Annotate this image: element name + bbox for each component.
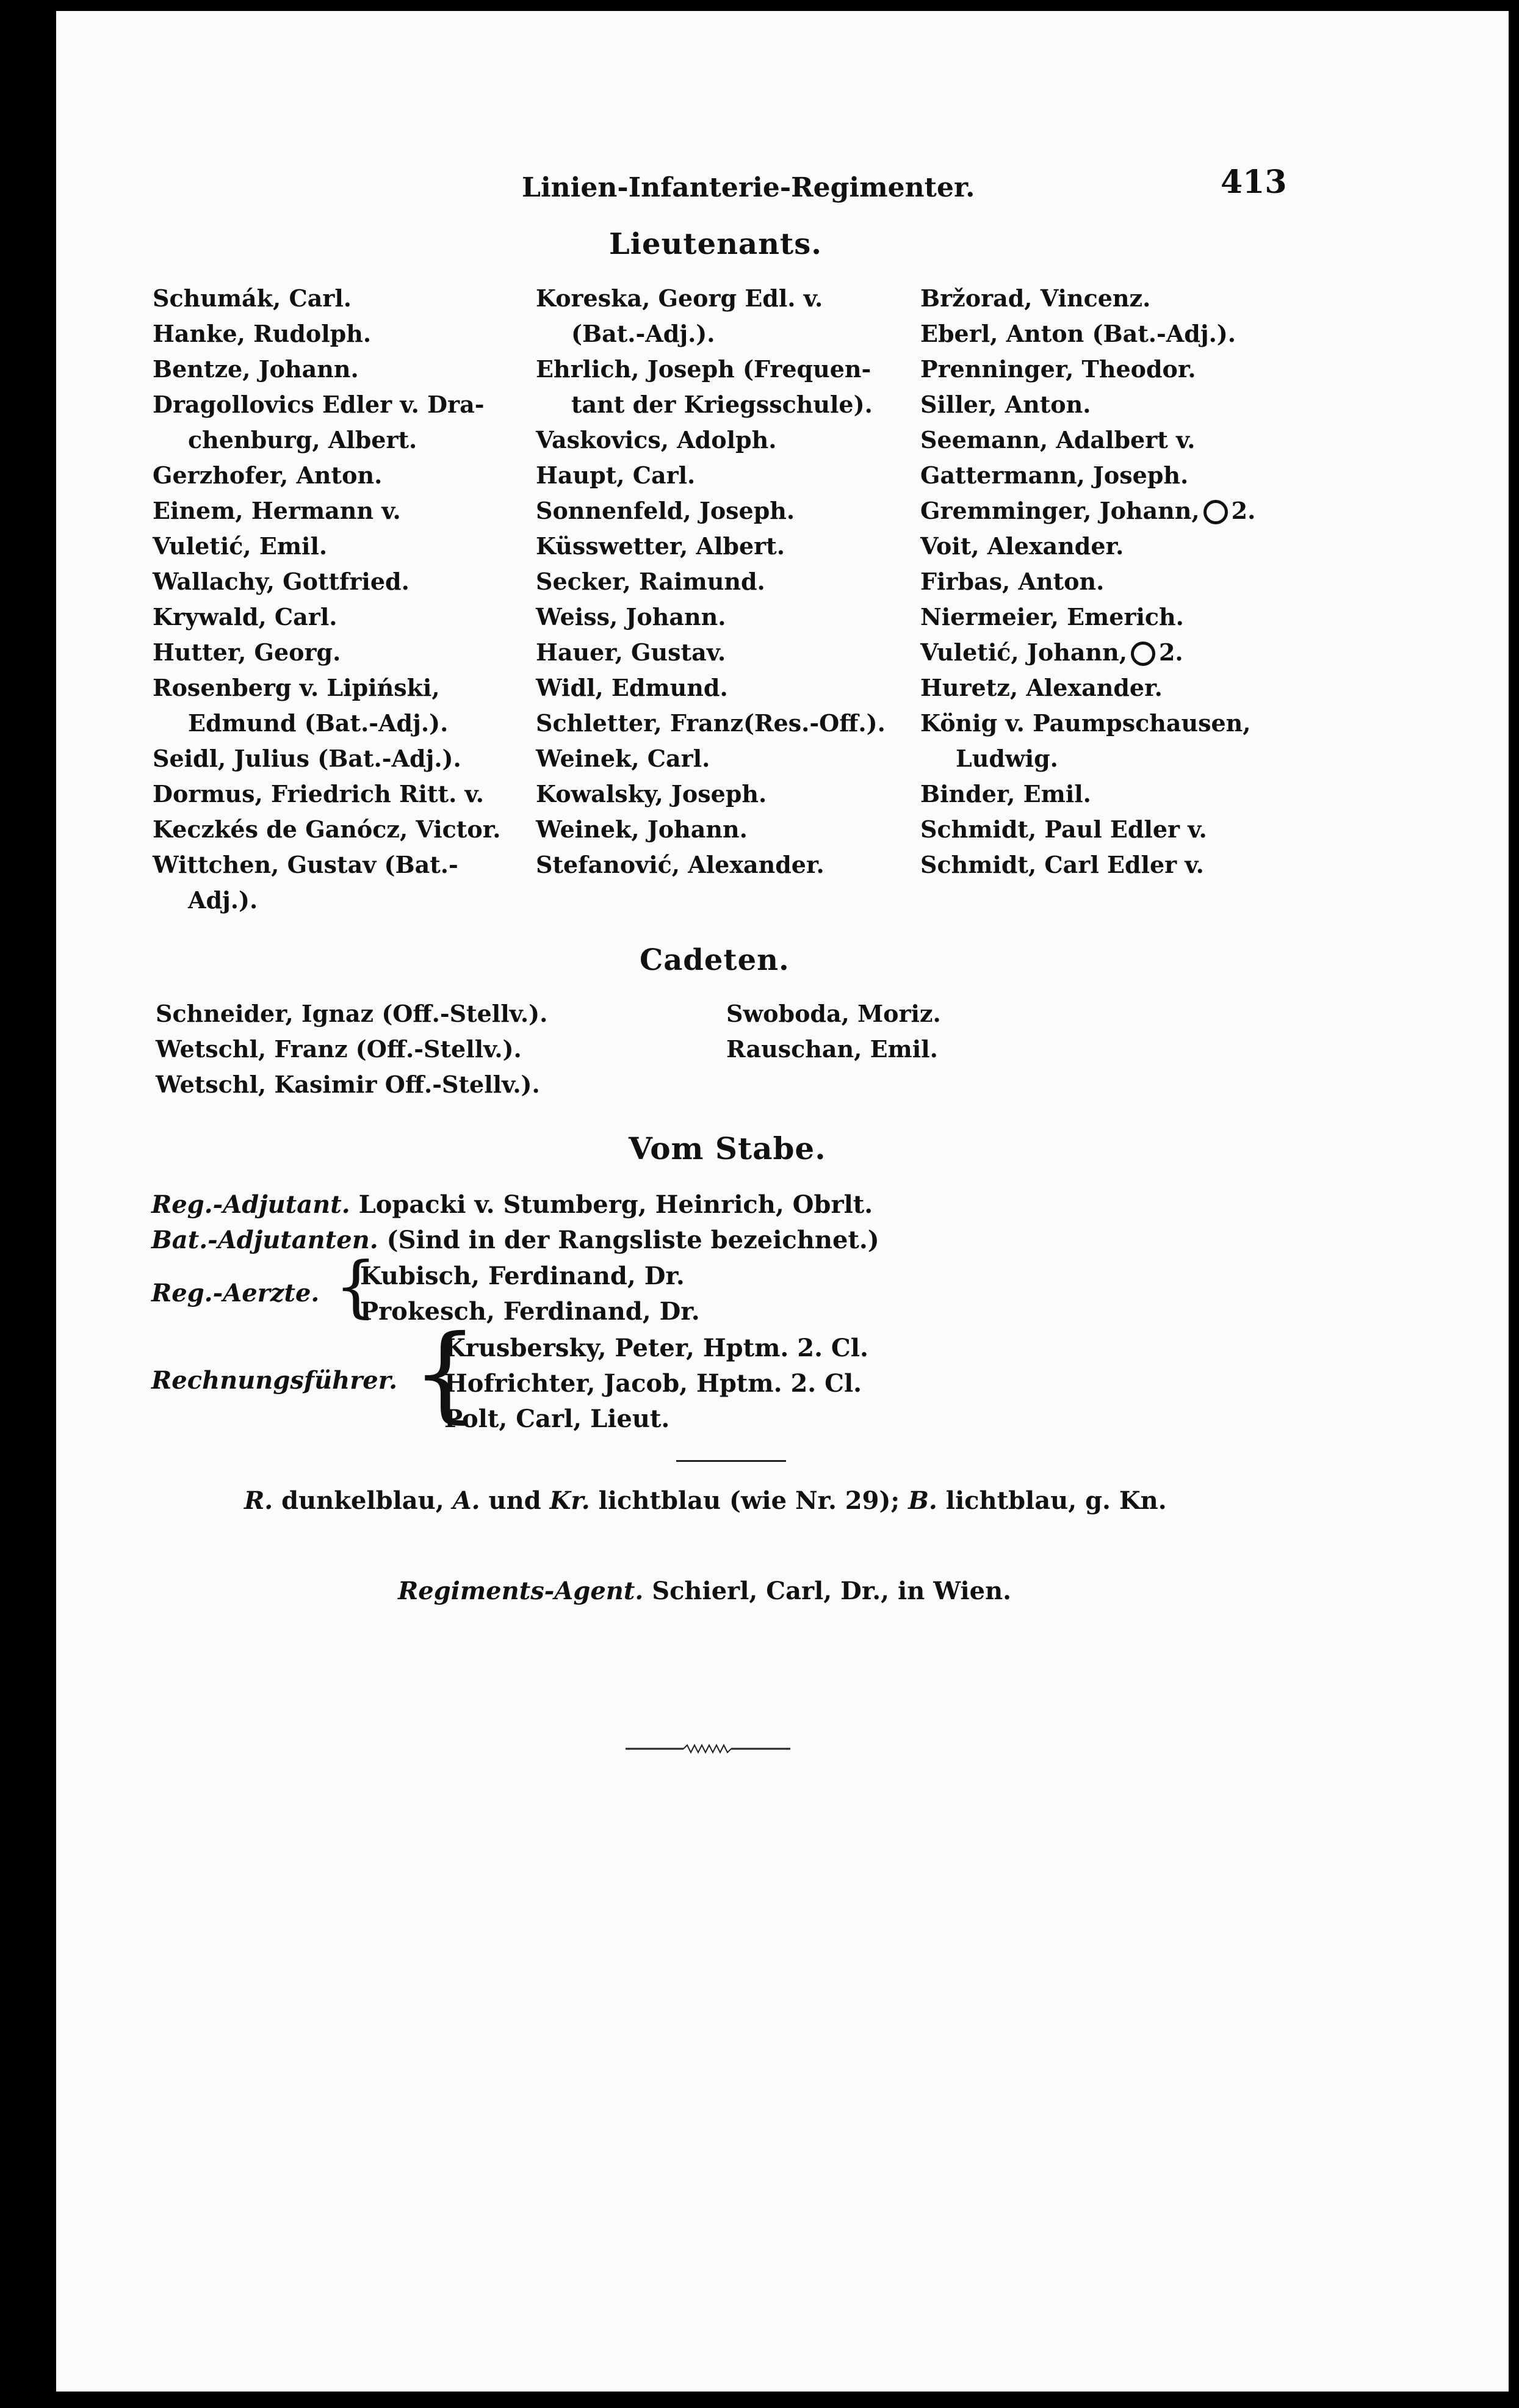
reg-adjutant-value: Lopacki v. Stumberg, Heinrich, Obrlt. (358, 1190, 873, 1219)
uniform-a-text: und (488, 1486, 541, 1515)
name-text: Gerzhofer, Anton. (153, 461, 383, 489)
name-text: Swoboda, Moriz. (726, 1000, 941, 1027)
closing-ornament (626, 1743, 790, 1755)
name-entry (726, 996, 1031, 1032)
brace-rechnungsfuehrer: { (412, 1313, 478, 1434)
name-entry (536, 599, 902, 635)
name-entry (920, 493, 1286, 529)
name-text: chenburg, Albert. (188, 426, 417, 454)
name-entry (156, 1067, 583, 1102)
section-title-vom-stabe: Vom Stabe. (629, 1130, 826, 1166)
name-entry (536, 352, 902, 387)
running-title: Linien-Infanterie-Regimenter. (522, 172, 975, 203)
name-entry (153, 883, 507, 918)
name-text: Schneider, Ignaz (Off.-Stellv.). (156, 1000, 548, 1027)
regiments-agent-label: Regiments-Agent. (398, 1577, 644, 1605)
name-text: Stefanović, Alexander. (536, 851, 824, 878)
name-entry (156, 996, 583, 1032)
name-entry (536, 847, 902, 883)
name-entry (153, 387, 507, 422)
name-entry (536, 281, 902, 316)
reg-adjutant-row (151, 1187, 873, 1223)
name-text: Keczkés de Ganócz, Victor. (153, 815, 501, 843)
page-number: 413 (1221, 164, 1287, 201)
uniform-r-label: R. (244, 1486, 273, 1515)
name-entry (920, 352, 1286, 387)
rechnungsfuehrer-list (444, 1331, 868, 1437)
name-text: Wetschl, Kasimir Off.-Stellv.). (156, 1071, 540, 1098)
name-entry (726, 1032, 1031, 1067)
name-entry (153, 776, 507, 812)
name-text: Koreska, Georg Edl. v. (536, 284, 823, 312)
lieutenants-col1 (153, 281, 507, 918)
name-entry (153, 316, 507, 352)
name-text: Ehrlich, Joseph (Frequen- (536, 355, 871, 383)
name-text: Küsswetter, Albert. (536, 532, 785, 560)
name-text: Gremminger, Johann, (920, 497, 1200, 524)
name-text: Schmidt, Carl Edler v. (920, 851, 1204, 878)
rf-entry: Hofrichter, Jacob, Hptm. 2. Cl. (444, 1369, 862, 1398)
name-text: Huretz, Alexander. (920, 674, 1163, 701)
lieutenants-col3 (920, 281, 1286, 883)
name-entry (536, 316, 902, 352)
name-text: Haupt, Carl. (536, 461, 696, 489)
name-entry (153, 422, 507, 458)
name-text: Bržorad, Vincenz. (920, 284, 1151, 312)
rechnungsfuehrer-label: Rechnungsführer. (151, 1366, 398, 1395)
name-entry (920, 812, 1286, 847)
name-entry (920, 670, 1286, 706)
name-entry (153, 458, 507, 493)
bat-adjutanten-row (151, 1223, 879, 1258)
name-text: Hutter, Georg. (153, 638, 341, 666)
lieutenants-col2 (536, 281, 902, 883)
name-text: Vuletić, Johann, (920, 638, 1127, 666)
name-entry (153, 281, 507, 316)
uniform-kr-text: lichtblau (wie Nr. 29); (598, 1486, 900, 1515)
name-entry (153, 529, 507, 564)
name-entry (920, 599, 1286, 635)
name-text: Gattermann, Joseph. (920, 461, 1189, 489)
aerzte-list (360, 1259, 700, 1329)
regiments-agent-value: Schierl, Carl, Dr., in Wien. (652, 1577, 1012, 1605)
section-title-lieutenants: Lieutenants. (609, 227, 822, 261)
name-text: Prenninger, Theodor. (920, 355, 1196, 383)
name-entry (536, 493, 902, 529)
uniform-r-text: dunkelblau, (281, 1486, 444, 1515)
name-text: Niermeier, Emerich. (920, 603, 1184, 631)
name-entry (536, 776, 902, 812)
name-entry (153, 352, 507, 387)
name-text: Voit, Alexander. (920, 532, 1124, 560)
cadeten-col2 (726, 996, 1031, 1067)
name-entry (153, 493, 507, 529)
name-text: Weiss, Johann. (536, 603, 726, 631)
name-text: Adj.). (188, 886, 258, 914)
name-entry (536, 741, 902, 776)
name-text: Hauer, Gustav. (536, 638, 726, 666)
name-text: Kowalsky, Joseph. (536, 780, 767, 808)
name-text: Einem, Hermann v. (153, 497, 401, 524)
name-text: (Bat.-Adj.). (571, 320, 715, 347)
name-text: Wetschl, Franz (Off.-Stellv.). (156, 1035, 522, 1063)
name-text: Secker, Raimund. (536, 568, 765, 595)
name-text: Wittchen, Gustav (Bat.- (153, 851, 458, 878)
name-entry (536, 635, 902, 670)
name-text: Hanke, Rudolph. (153, 320, 372, 347)
name-entry (536, 529, 902, 564)
name-text: Vuletić, Emil. (153, 532, 328, 560)
name-text: Edmund (Bat.-Adj.). (188, 709, 449, 737)
name-text: Dormus, Friedrich Ritt. v. (153, 780, 485, 808)
bat-adjutanten-value: (Sind in der Rangsliste bezeichnet.) (386, 1226, 879, 1254)
name-entry (153, 635, 507, 670)
divider-rule (676, 1460, 786, 1462)
rf-entry: Polt, Carl, Lieut. (444, 1405, 670, 1433)
name-text: Eberl, Anton (Bat.-Adj.). (920, 320, 1236, 347)
brace-aerzte: { (334, 1247, 377, 1325)
name-text: Weinek, Carl. (536, 745, 710, 772)
name-text: Seidl, Julius (Bat.-Adj.). (153, 745, 461, 772)
name-entry (153, 847, 507, 883)
reg-aerzte-label: Reg.-Aerzte. (151, 1279, 320, 1307)
name-text: Wallachy, Gottfried. (153, 568, 410, 595)
name-entry (920, 847, 1286, 883)
order-class-text: 2. (1231, 497, 1256, 524)
regiments-agent-row (398, 1574, 1011, 1609)
name-text: Siller, Anton. (920, 391, 1091, 418)
name-entry (153, 564, 507, 599)
name-entry (536, 812, 902, 847)
name-entry (920, 776, 1286, 812)
name-text: Dragollovics Edler v. Dra- (153, 391, 485, 418)
name-entry (920, 635, 1286, 670)
name-entry (920, 529, 1286, 564)
order-circle-icon (1131, 642, 1155, 666)
uniform-b-text: lichtblau, g. Kn. (945, 1486, 1167, 1515)
uniform-line (244, 1483, 1167, 1519)
name-text: Seemann, Adalbert v. (920, 426, 1196, 454)
order-circle-icon (1203, 500, 1228, 524)
aerzte-entry: Kubisch, Ferdinand, Dr. (360, 1262, 685, 1290)
name-text: Schletter, Franz(Res.-Off.). (536, 709, 886, 737)
name-entry (920, 564, 1286, 599)
uniform-kr-label: Kr. (549, 1486, 590, 1515)
name-text: Binder, Emil. (920, 780, 1091, 808)
name-entry (153, 670, 507, 706)
section-title-cadeten: Cadeten. (640, 943, 790, 977)
uniform-b-label: B. (908, 1486, 937, 1515)
name-entry (536, 670, 902, 706)
name-entry (920, 281, 1286, 316)
name-entry (153, 741, 507, 776)
name-text: tant der Kriegsschule). (571, 391, 873, 418)
aerzte-entry: Prokesch, Ferdinand, Dr. (360, 1297, 700, 1326)
name-text: Ludwig. (956, 745, 1058, 772)
name-text: Rauschan, Emil. (726, 1035, 938, 1063)
uniform-a-label: A. (452, 1486, 480, 1515)
name-text: König v. Paumpschausen, (920, 709, 1251, 737)
name-text: Widl, Edmund. (536, 674, 728, 701)
name-entry (920, 741, 1286, 776)
name-entry (920, 387, 1286, 422)
name-text: Schmidt, Paul Edler v. (920, 815, 1207, 843)
cadeten-col1 (156, 996, 583, 1102)
name-entry (920, 422, 1286, 458)
name-entry (920, 458, 1286, 493)
name-entry (536, 564, 902, 599)
name-entry (920, 706, 1286, 741)
order-class-text: 2. (1158, 638, 1183, 666)
name-entry (536, 706, 902, 741)
name-entry (536, 387, 902, 422)
name-entry (153, 812, 507, 847)
reg-adjutant-label: Reg.-Adjutant. (151, 1190, 350, 1219)
name-entry (920, 316, 1286, 352)
bat-adjutanten-label: Bat.-Adjutanten. (151, 1226, 378, 1254)
rf-entry: Krusbersky, Peter, Hptm. 2. Cl. (444, 1334, 868, 1362)
name-text: Sonnenfeld, Joseph. (536, 497, 795, 524)
name-entry (536, 422, 902, 458)
name-entry (153, 599, 507, 635)
name-text: Rosenberg v. Lipiński, (153, 674, 440, 701)
name-text: Vaskovics, Adolph. (536, 426, 777, 454)
name-entry (536, 458, 902, 493)
name-entry (156, 1032, 583, 1067)
name-entry (153, 706, 507, 741)
name-text: Bentze, Johann. (153, 355, 359, 383)
name-text: Schumák, Carl. (153, 284, 352, 312)
name-text: Firbas, Anton. (920, 568, 1105, 595)
name-text: Krywald, Carl. (153, 603, 337, 631)
name-text: Weinek, Johann. (536, 815, 748, 843)
